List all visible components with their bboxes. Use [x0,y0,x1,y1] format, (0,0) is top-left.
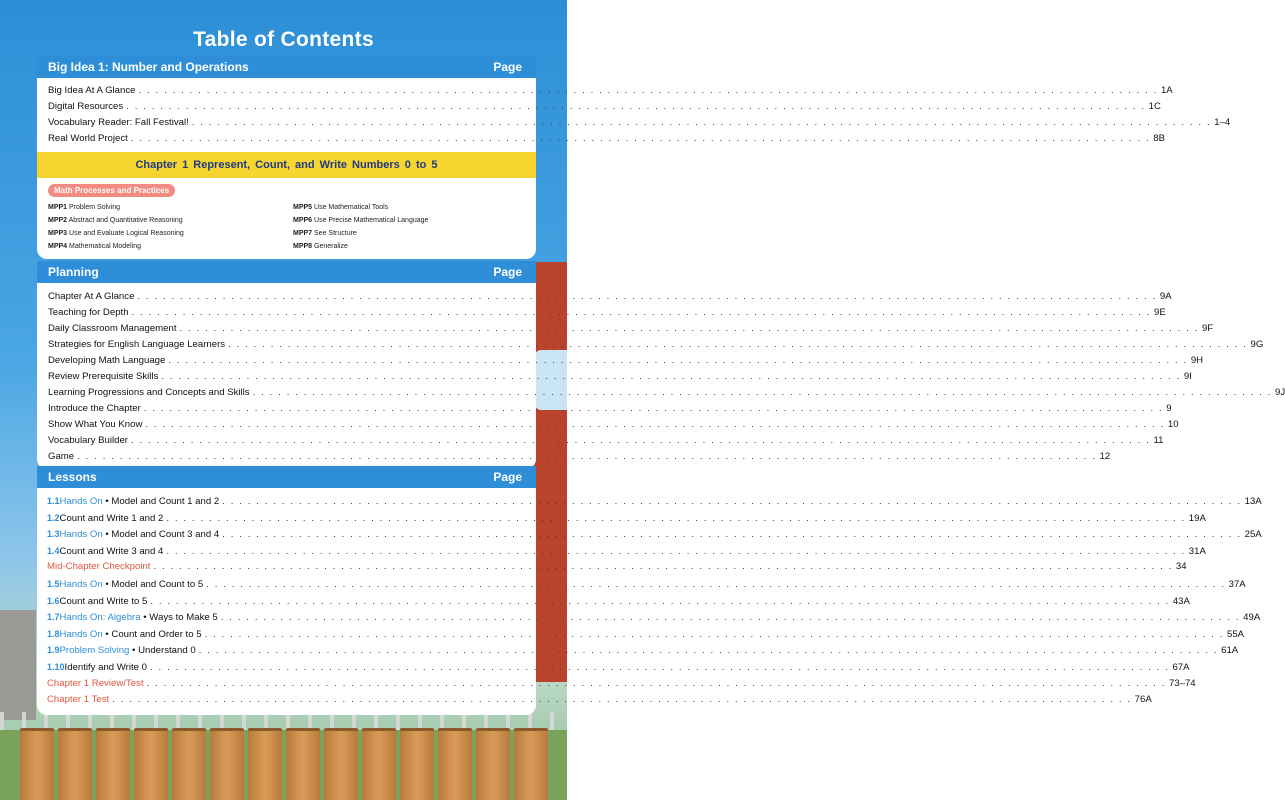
lesson-title: Model and Count to 5 [111,578,204,590]
lessons-list [37,488,1262,715]
mpp-text: Generalize [314,243,348,250]
toc-entry [37,401,1172,417]
lesson-title: Understand 0 [138,645,196,657]
lesson-separator: • [129,645,139,657]
mpp-item [293,214,533,227]
lesson-title: Model and Count 3 and 4 [111,529,220,541]
mpp-item [48,201,293,214]
toc-entry [37,449,1111,465]
entry-page: 10 [1167,419,1179,430]
lesson-row [37,692,1152,709]
entry-page: 9H [1190,355,1204,366]
mpp-code: MPP2 [48,217,68,224]
leader-dots: . . . . . . . . . . . . . . . . . . . . . . . . . . . . . . . . . . . . . . . . . . . . . . . . . . . . . . . . . . . . . . . . . . . . . . . . . . . . . . . . . . . . . . . . . . . . . . . . . . . . . . . . . . . . . . . . . . . . . . . . [77,451,1097,462]
leader-dots: . . . . . . . . . . . . . . . . . . . . . . . . . . . . . . . . . . . . . . . . . . . . . . . . . . . . . . . . . . . . . . . . . . . . . . . . . . . . . . . . . . . . . . . . . . . . . . . . . . . . . . . . . . . . . . . . . . . . . . . . [198,645,1219,657]
entry-page: 9F [1201,323,1214,334]
lesson-number: 1.5 [47,578,60,589]
mpp-code: MPP6 [293,217,313,224]
leader-dots: . . . . . . . . . . . . . . . . . . . . . . . . . . . . . . . . . . . . . . . . . . . . . . . . . . . . . . . . . . . . . . . . . . . . . . . . . . . . . . . . . . . . . . . . . . . . . . . . . . . . . . . . . . . . . . . . . . . . . . . . [143,403,1164,414]
lesson-label [60,594,148,611]
lesson-row [37,609,1261,626]
lessons-header [37,466,536,488]
mpp-text: Use Precise Mathematical Language [314,217,429,224]
lesson-title: Model and Count 1 and 2 [111,496,220,507]
toc-entry [37,289,1172,305]
lesson-title: Identify and Write 0 [64,661,148,673]
lesson-title: Count and Write 1 and 2 [59,512,164,524]
big-idea-page-label: Page [493,60,522,74]
entry-label: Teaching for Depth [48,307,129,318]
leader-dots: . . . . . . . . . . . . . . . . . . . . . . . . . . . . . . . . . . . . . . . . . . . . . . . . . . . . . . . . . . . . . . . . . . . . . . . . . . . . . . . . . . . . . . . . . . . . . . . . . . . . . . . . . . . . . . . . . . . . . . . . [131,435,1151,446]
lesson-row [37,510,1206,527]
lesson-row [37,559,1187,576]
lesson-label [60,527,220,544]
leader-dots: . . . . . . . . . . . . . . . . . . . . . . . . . . . . . . . . . . . . . . . . . . . . . . . . . . . . . . . . . . . . . . . . . . . . . . . . . . . . . . . . . . . . . . . . . . . . . . . . . . . . . . . . . . . . . . . . . . . . . . . . [206,578,1226,590]
toc-entry [37,115,1231,131]
leader-dots: . . . . . . . . . . . . . . . . . . . . . . . . . . . . . . . . . . . . . . . . . . . . . . . . . . . . . . . . . . . . . . . . . . . . . . . . . . . . . . . . . . . . . . . . . . . . . . . . . . . . . . . . . . . . . . . . . . . . . . . . [131,307,1151,318]
toc-entry [37,131,1166,147]
mpp-code: MPP8 [293,243,313,250]
entry-label: Review Prerequisite Skills [48,371,159,382]
entry-page: 1–4 [1214,117,1231,128]
lesson-separator: • [102,529,112,541]
leader-dots: . . . . . . . . . . . . . . . . . . . . . . . . . . . . . . . . . . . . . . . . . . . . . . . . . . . . . . . . . . . . . . . . . . . . . . . . . . . . . . . . . . . . . . . . . . . . . . . . . . . . . . . . . . . . . . . . . . . . . . . . [126,101,1146,112]
lesson-separator: • [102,496,112,507]
lesson-row [37,626,1245,643]
mpp-code: MPP3 [48,230,68,237]
mpp-item [293,240,533,253]
mpp-item [293,227,533,240]
entry-label: Real World Project [48,133,128,144]
lesson-tag: Hands On: Algebra [59,612,141,624]
lesson-number: 1.4 [47,545,60,556]
lesson-number: 1.1 [47,496,60,506]
mpp-item [48,227,293,240]
lesson-page: 73–74 [1168,677,1196,689]
background-building [0,610,36,720]
mpp-text: Abstract and Quantitative Reasoning [68,217,183,224]
entry-label: Strategies for English Language Learners [48,339,226,350]
lesson-label [60,511,164,528]
mpp-code: MPP7 [293,230,313,237]
lesson-number: 1.9 [47,645,60,656]
planning-header [37,261,536,283]
mpp-tag: Math Processes and Practices [48,184,175,197]
toc-entry [37,433,1164,449]
planning-card [37,261,1285,469]
page-title: Table of Contents [193,28,374,51]
toc-entry [37,83,1173,99]
toc-entry [37,385,1285,401]
entry-page: 9J [1275,387,1285,398]
toc-entry [37,321,1214,337]
leader-dots: . . . . . . . . . . . . . . . . . . . . . . . . . . . . . . . . . . . . . . . . . . . . . . . . . . . . . . . . . . . . . . . . . . . . . . . . . . . . . . . . . . . . . . . . . . . . . . . . . . . . . . . . . . . . . . . . . . . . . . . . [138,85,1158,96]
lesson-page: 37A [1228,578,1246,590]
leader-dots: . . . . . . . . . . . . . . . . . . . . . . . . . . . . . . . . . . . . . . . . . . . . . . . . . . . . . . . . . . . . . . . . . . . . . . . . . . . . . . . . . . . . . . . . . . . . . . . . . . . . . . . . . . . . . . . . . . . . . . . . [137,291,1157,302]
lesson-title: Ways to Make 5 [149,612,218,624]
entry-label: Daily Classroom Management [48,323,177,334]
leader-dots: . . . . . . . . . . . . . . . . . . . . . . . . . . . . . . . . . . . . . . . . . . . . . . . . . . . . . . . . . . . . . . . . . . . . . . . . . . . . . . . . . . . . . . . . . . . . . . . . . . . . . . . . . . . . . . . . . . . . . . . . [168,355,1188,366]
entry-label: Vocabulary Reader: Fall Festival! [48,117,189,128]
lesson-separator: • [102,628,112,640]
lessons-heading: Lessons [48,470,97,484]
chapter-title: Chapter 1 Represent, Count, and Write Numbers 0 to 5 [37,152,536,178]
lesson-label [47,676,144,693]
lesson-number: 1.7 [47,612,60,623]
lesson-page: 55A [1227,628,1245,640]
mpp-item [48,240,293,253]
entry-page: 11 [1153,435,1164,446]
entry-page: 1A [1160,85,1173,96]
entry-page: 9 [1166,403,1172,414]
lesson-page: 43A [1172,595,1190,607]
lessons-card [37,466,1262,715]
lesson-number: 1.6 [47,595,60,606]
lesson-label [60,643,196,660]
planning-heading: Planning [48,265,99,279]
entry-page: 1C [1148,101,1161,112]
lesson-row [37,493,1262,510]
toc-entry [37,369,1192,385]
lesson-number: 1.8 [47,628,60,639]
lesson-tag: Hands On [59,628,103,640]
leader-dots: . . . . . . . . . . . . . . . . . . . . . . . . . . . . . . . . . . . . . . . . . . . . . . . . . . . . . . . . . . . . . . . . . . . . . . . . . . . . . . . . . . . . . . . . . . . . . . . . . . . . . . . . . . . . . . . . . . . . . . . . [222,529,1242,541]
lesson-label [65,660,147,677]
entry-page: 9E [1153,307,1166,318]
lesson-row [37,526,1262,543]
lesson-label [47,692,109,709]
leader-dots: . . . . . . . . . . . . . . . . . . . . . . . . . . . . . . . . . . . . . . . . . . . . . . . . . . . . . . . . . . . . . . . . . . . . . . . . . . . . . . . . . . . . . . . . . . . . . . . . . . . . . . . . . . . . . . . . . . . . . . . . [204,628,1225,640]
entry-label: Show What You Know [48,419,143,430]
lesson-number: 1.2 [47,512,60,523]
leader-dots: . . . . . . . . . . . . . . . . . . . . . . . . . . . . . . . . . . . . . . . . . . . . . . . . . . . . . . . . . . . . . . . . . . . . . . . . . . . . . . . . . . . . . . . . . . . . . . . . . . . . . . . . . . . . . . . . . . . . . . . . [222,496,1242,507]
leader-dots: . . . . . . . . . . . . . . . . . . . . . . . . . . . . . . . . . . . . . . . . . . . . . . . . . . . . . . . . . . . . . . . . . . . . . . . . . . . . . . . . . . . . . . . . . . . . . . . . . . . . . . . . . . . . . . . . . . . . . . . . [112,694,1132,706]
leader-dots: . . . . . . . . . . . . . . . . . . . . . . . . . . . . . . . . . . . . . . . . . . . . . . . . . . . . . . . . . . . . . . . . . . . . . . . . . . . . . . . . . . . . . . . . . . . . . . . . . . . . . . . . . . . . . . . . . . . . . . . . [145,419,1165,430]
leader-dots: . . . . . . . . . . . . . . . . . . . . . . . . . . . . . . . . . . . . . . . . . . . . . . . . . . . . . . . . . . . . . . . . . . . . . . . . . . . . . . . . . . . . . . . . . . . . . . . . . . . . . . . . . . . . . . . . . . . . . . . . [150,661,1170,673]
lesson-tag: Hands On [59,578,103,590]
leader-dots: . . . . . . . . . . . . . . . . . . . . . . . . . . . . . . . . . . . . . . . . . . . . . . . . . . . . . . . . . . . . . . . . . . . . . . . . . . . . . . . . . . . . . . . . . . . . . . . . . . . . . . . . . . . . . . . . . . . . . . . . [150,595,1170,607]
mpp-code: MPP5 [293,204,313,211]
lesson-page: 19A [1188,512,1206,524]
lesson-label [60,544,164,561]
lesson-row [37,676,1196,693]
toc-entry [37,99,1161,115]
lesson-row [37,593,1190,610]
lesson-page: 76A [1134,694,1152,706]
lesson-title: Mid-Chapter Checkpoint [47,561,151,573]
lesson-title: Count and Write to 5 [59,595,148,607]
mpp-item [48,214,293,227]
big-idea-heading: Big Idea 1: Number and Operations [48,60,249,74]
mpp-list [37,201,536,259]
toc-entry [37,353,1204,369]
mpp-text: Mathematical Modeling [69,243,141,250]
entry-label: Developing Math Language [48,355,166,366]
big-idea-header [37,56,536,78]
entry-page: 9I [1183,371,1192,382]
background-fence [0,728,567,800]
leader-dots: . . . . . . . . . . . . . . . . . . . . . . . . . . . . . . . . . . . . . . . . . . . . . . . . . . . . . . . . . . . . . . . . . . . . . . . . . . . . . . . . . . . . . . . . . . . . . . . . . . . . . . . . . . . . . . . . . . . . . . . . [166,512,1186,524]
lesson-title: Count and Order to 5 [111,628,202,640]
leader-dots: . . . . . . . . . . . . . . . . . . . . . . . . . . . . . . . . . . . . . . . . . . . . . . . . . . . . . . . . . . . . . . . . . . . . . . . . . . . . . . . . . . . . . . . . . . . . . . . . . . . . . . . . . . . . . . . . . . . . . . . . [220,612,1241,624]
leader-dots: . . . . . . . . . . . . . . . . . . . . . . . . . . . . . . . . . . . . . . . . . . . . . . . . . . . . . . . . . . . . . . . . . . . . . . . . . . . . . . . . . . . . . . . . . . . . . . . . . . . . . . . . . . . . . . . . . . . . . . . . [228,339,1248,350]
lesson-separator: • [102,578,112,590]
leader-dots: . . . . . . . . . . . . . . . . . . . . . . . . . . . . . . . . . . . . . . . . . . . . . . . . . . . . . . . . . . . . . . . . . . . . . . . . . . . . . . . . . . . . . . . . . . . . . . . . . . . . . . . . . . . . . . . . . . . . . . . . [153,561,1173,573]
planning-list [37,283,1285,469]
lesson-label [60,610,218,627]
lessons-page-label: Page [493,470,522,484]
leader-dots: . . . . . . . . . . . . . . . . . . . . . . . . . . . . . . . . . . . . . . . . . . . . . . . . . . . . . . . . . . . . . . . . . . . . . . . . . . . . . . . . . . . . . . . . . . . . . . . . . . . . . . . . . . . . . . . . . . . . . . . . [161,371,1181,382]
entry-page: 8B [1153,133,1166,144]
planning-page-label: Page [493,265,522,279]
lesson-number: 1.3 [47,529,60,540]
mpp-text: Use and Evaluate Logical Reasoning [69,230,184,237]
entry-label: Game [48,451,75,462]
lesson-label [60,577,204,594]
lesson-label [47,559,150,576]
lesson-row [37,642,1239,659]
leader-dots: . . . . . . . . . . . . . . . . . . . . . . . . . . . . . . . . . . . . . . . . . . . . . . . . . . . . . . . . . . . . . . . . . . . . . . . . . . . . . . . . . . . . . . . . . . . . . . . . . . . . . . . . . . . . . . . . . . . . . . . . [179,323,1199,334]
leader-dots: . . . . . . . . . . . . . . . . . . . . . . . . . . . . . . . . . . . . . . . . . . . . . . . . . . . . . . . . . . . . . . . . . . . . . . . . . . . . . . . . . . . . . . . . . . . . . . . . . . . . . . . . . . . . . . . . . . . . . . . . [146,677,1166,689]
entry-page: 12 [1099,451,1111,462]
entry-label: Digital Resources [48,101,124,112]
toc-entry [37,305,1166,321]
leader-dots: . . . . . . . . . . . . . . . . . . . . . . . . . . . . . . . . . . . . . . . . . . . . . . . . . . . . . . . . . . . . . . . . . . . . . . . . . . . . . . . . . . . . . . . . . . . . . . . . . . . . . . . . . . . . . . . . . . . . . . . . [130,133,1151,144]
lesson-page: 49A [1243,612,1261,624]
lesson-row [37,659,1190,676]
mpp-item [293,201,533,214]
mpp-text: Use Mathematical Tools [314,204,389,211]
big-idea-card [37,56,1231,259]
lesson-page: 31A [1188,545,1206,557]
lesson-page: 61A [1221,645,1239,657]
lesson-row [37,543,1206,560]
lesson-title: Count and Write 3 and 4 [59,545,164,557]
lesson-tag: Hands On [59,496,103,507]
leader-dots: . . . . . . . . . . . . . . . . . . . . . . . . . . . . . . . . . . . . . . . . . . . . . . . . . . . . . . . . . . . . . . . . . . . . . . . . . . . . . . . . . . . . . . . . . . . . . . . . . . . . . . . . . . . . . . . . . . . . . . . . [191,117,1212,128]
lesson-page: 67A [1172,661,1190,673]
lesson-title: Chapter 1 Review/Test [47,677,144,689]
mpp-code: MPP1 [48,204,68,211]
entry-label: Big Idea At A Glance [48,85,136,96]
entry-label: Learning Progressions and Concepts and Skills [48,387,250,398]
lesson-page: 34 [1175,561,1187,573]
leader-dots: . . . . . . . . . . . . . . . . . . . . . . . . . . . . . . . . . . . . . . . . . . . . . . . . . . . . . . . . . . . . . . . . . . . . . . . . . . . . . . . . . . . . . . . . . . . . . . . . . . . . . . . . . . . . . . . . . . . . . . . . [166,545,1186,557]
toc-entry [37,337,1264,353]
entry-label: Chapter At A Glance [48,291,135,302]
lesson-title: Chapter 1 Test [47,694,110,706]
leader-dots: . . . . . . . . . . . . . . . . . . . . . . . . . . . . . . . . . . . . . . . . . . . . . . . . . . . . . . . . . . . . . . . . . . . . . . . . . . . . . . . . . . . . . . . . . . . . . . . . . . . . . . . . . . . . . . . . . . . . . . . . [252,387,1273,398]
lesson-row [37,576,1246,593]
mpp-code: MPP4 [48,243,68,250]
lesson-separator: • [140,612,150,624]
entry-label: Vocabulary Builder [48,435,128,446]
lesson-label [60,627,202,644]
lesson-page: 13A [1244,496,1262,507]
lesson-number: 1.10 [47,661,65,672]
lesson-tag: Hands On [59,529,103,541]
entry-label: Introduce the Chapter [48,403,141,414]
toc-entry [37,417,1179,433]
mpp-text: Problem Solving [69,204,120,211]
lesson-page: 25A [1244,529,1262,541]
mpp-text: See Structure [314,230,357,237]
entry-page: 9G [1250,339,1264,350]
lesson-tag: Problem Solving [59,645,130,657]
lesson-label [60,494,220,511]
big-idea-list [37,78,1231,147]
entry-page: 9A [1159,291,1172,302]
